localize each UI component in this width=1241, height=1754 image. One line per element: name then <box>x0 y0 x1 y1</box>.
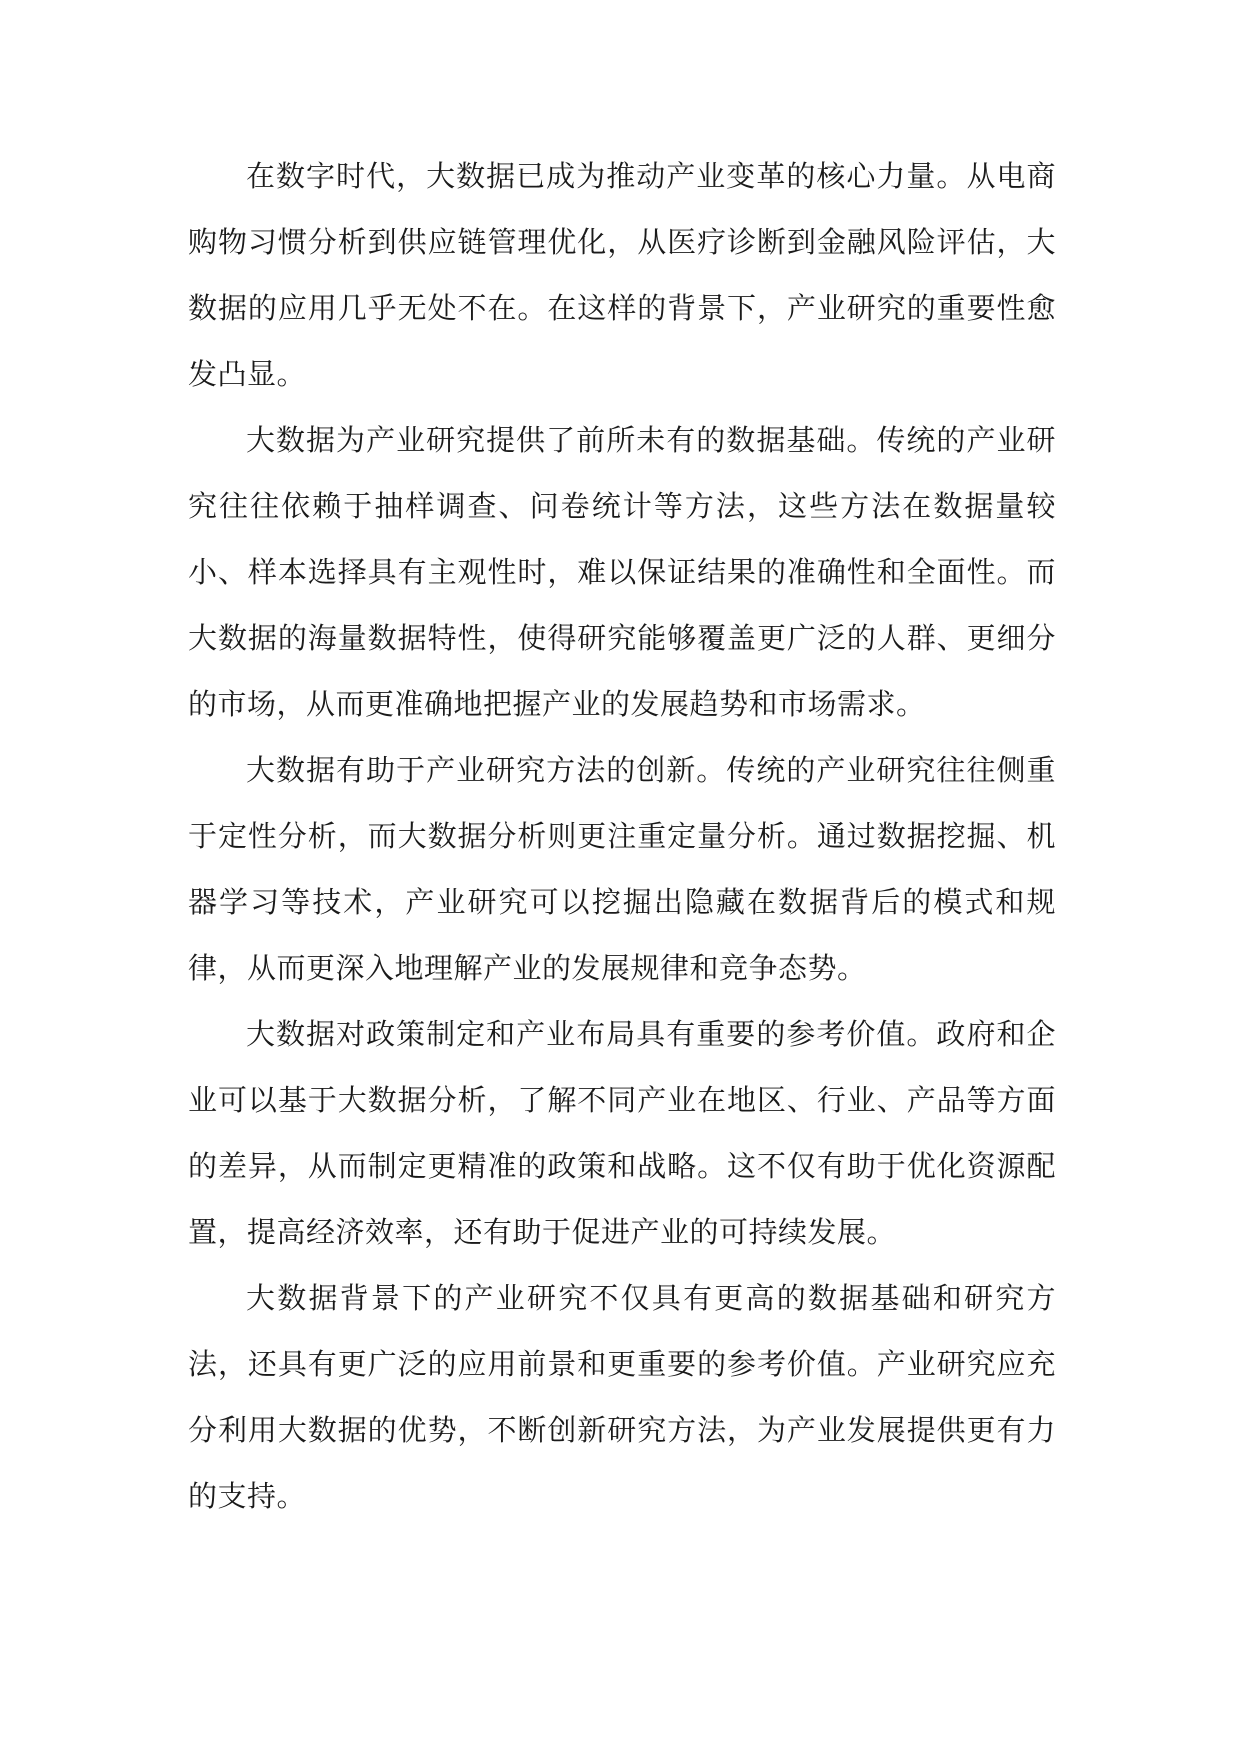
paragraph-1: 在数字时代，大数据已成为推动产业变革的核心力量。从电商购物习惯分析到供应链管理优化，从医疗诊断到金融风险评估，大数据的应用几乎无处不在。在这样的背景下，产业研究的重要性愈发凸显。 <box>188 159 1056 391</box>
paragraph-3: 大数据有助于产业研究方法的创新。传统的产业研究往往侧重于定性分析，而大数据分析则更注重定量分析。通过数据挖掘、机器学习等技术，产业研究可以挖掘出隐藏在数据背后的模式和规律，从而更深入地理解产业的发展规律和竞争态势。 <box>188 753 1056 985</box>
paragraph-5: 大数据背景下的产业研究不仅具有更高的数据基础和研究方法，还具有更广泛的应用前景和更重要的参考价值。产业研究应充分利用大数据的优势，不断创新研究方法，为产业发展提供更有力的支持。 <box>188 1281 1056 1513</box>
paragraph-4: 大数据对政策制定和产业布局具有重要的参考价值。政府和企业可以基于大数据分析，了解不同产业在地区、行业、产品等方面的差异，从而制定更精准的政策和战略。这不仅有助于优化资源配置，提高经济效率，还有助于促进产业的可持续发展。 <box>188 1017 1056 1249</box>
document-body <box>188 143 1056 1529</box>
paragraph-2: 大数据为产业研究提供了前所未有的数据基础。传统的产业研究往往依赖于抽样调查、问卷统计等方法，这些方法在数据量较小、样本选择具有主观性时，难以保证结果的准确性和全面性。而大数据的海量数据特性，使得研究能够覆盖更广泛的人群、更细分的市场，从而更准确地把握产业的发展趋势和市场需求。 <box>188 423 1056 721</box>
